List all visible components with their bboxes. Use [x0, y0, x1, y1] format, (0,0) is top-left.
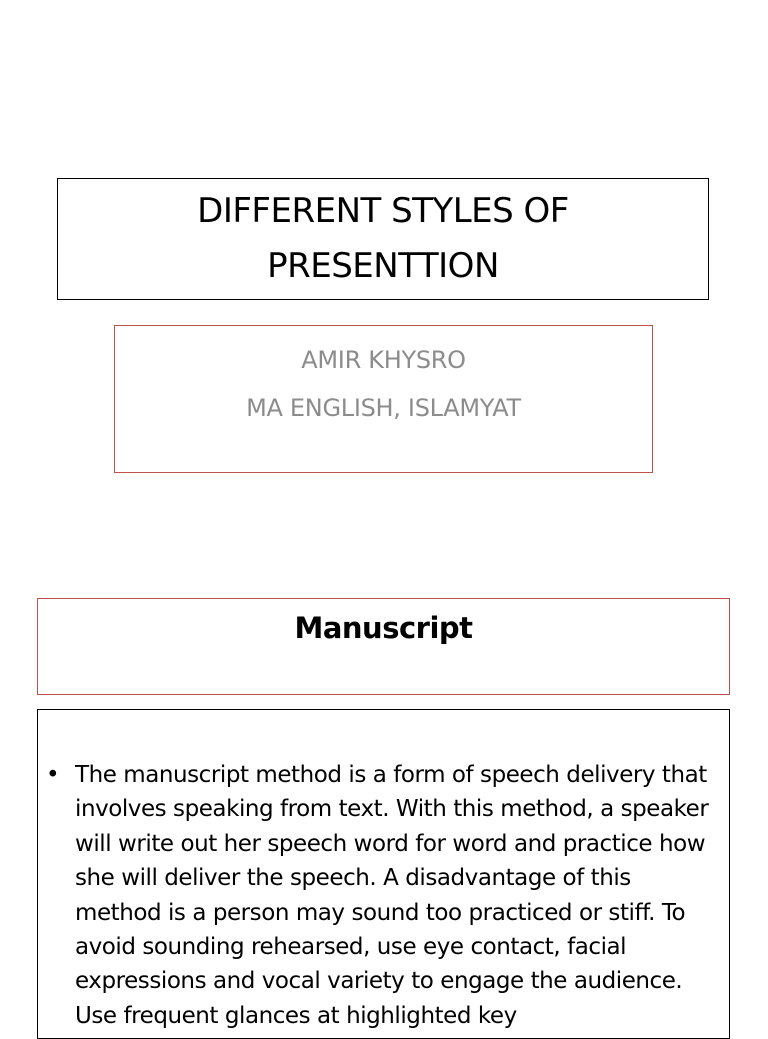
bullet-text: The manuscript method is a form of speech delivery that involves speaking from text. With this method, a speaker will write out her speech word for word and practice how she will deliver the speech. A disadvantage of this method is a person may sound too practiced or stiff. To avoid sounding rehearsed, use eye contact, facial expressions and vocal variety to engage the audience. Use frequent glances at highlighted key: [75, 762, 709, 1029]
author-name: AMIR KHYSRO: [301, 346, 466, 374]
bullet-item: [38, 758, 717, 1033]
content-slide: [0, 540, 768, 1029]
bullet-list: [38, 710, 729, 1033]
slide-title: DIFFERENT STYLES OF PRESENTTION: [197, 191, 569, 286]
title-box: [57, 178, 709, 300]
subtitle-box: [114, 325, 653, 473]
content-box: [37, 709, 730, 1039]
bullet-icon: •: [46, 762, 60, 788]
slide-heading: Manuscript: [294, 611, 473, 645]
heading-box: [37, 598, 730, 695]
author-qualification: MA ENGLISH, ISLAMYAT: [246, 394, 521, 422]
